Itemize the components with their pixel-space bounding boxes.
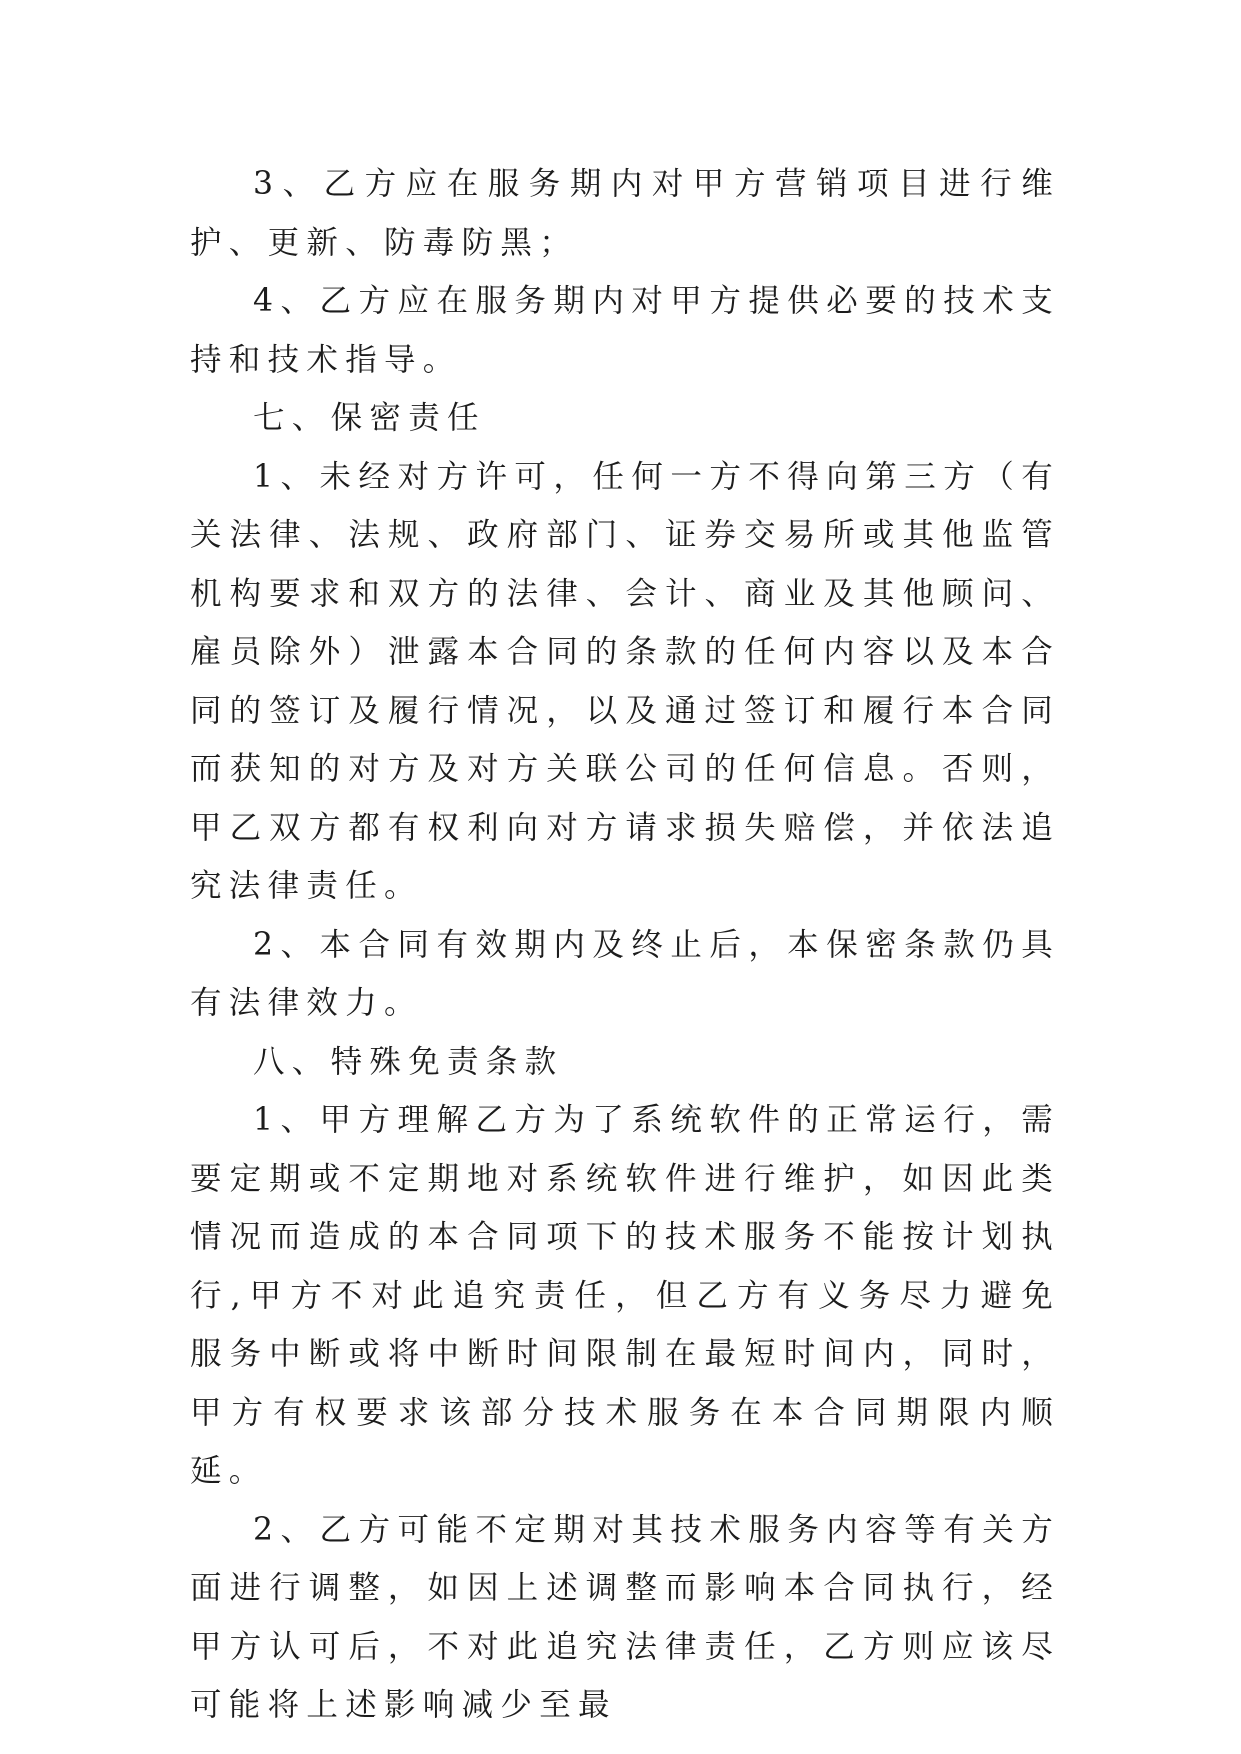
section-heading-special-exemption: 八、特殊免责条款 (253, 1043, 564, 1080)
confidentiality-clause-1: 1、未经对方许可，任何一方不得向第三方（有关法律、法规、政府部门、证券交易所或其他监管机构要求和双方的法律、会计、商业及其他顾问、雇员除外）泄露本合同的条款的任何内容以及本合同的签订及履行情况，以及通过签订和履行本合同而获知的对方及对方关联公司的任何信息。否则，甲乙双方都有权利向对方请求损失赔偿，并依法追究法律责任。 (190, 458, 1060, 904)
exemption-clause-1: 1、甲方理解乙方为了系统软件的正常运行，需要定期或不定期地对系统软件进行维护，如因此类情况而造成的本合同项下的技术服务不能按计划执行,甲方不对此追究责任，但乙方有义务尽力避免服务中断或将中断时间限制在最短时间内，同时，甲方有权要求该部分技术服务在本合同期限内顺延。 (190, 1102, 1060, 1489)
section-heading-confidentiality: 七、保密责任 (253, 400, 486, 436)
clause-3-maintenance: 3、乙方应在服务期内对甲方营销项目进行维护、更新、防毒防黑； (190, 166, 1060, 261)
exemption-clause-2: 2、乙方可能不定期对其技术服务内容等有关方面进行调整，如因上述调整而影响本合同执行，经甲方认可后，不对此追究法律责任，乙方则应该尽可能将上述影响减少至最 (190, 1511, 1060, 1723)
clause-4-tech-support: 4、乙方应在服务期内对甲方提供必要的技术支持和技术指导。 (190, 283, 1060, 378)
confidentiality-clause-2: 2、本合同有效期内及终止后，本保密条款仍具有法律效力。 (190, 926, 1060, 1021)
document-body (190, 155, 1060, 1735)
